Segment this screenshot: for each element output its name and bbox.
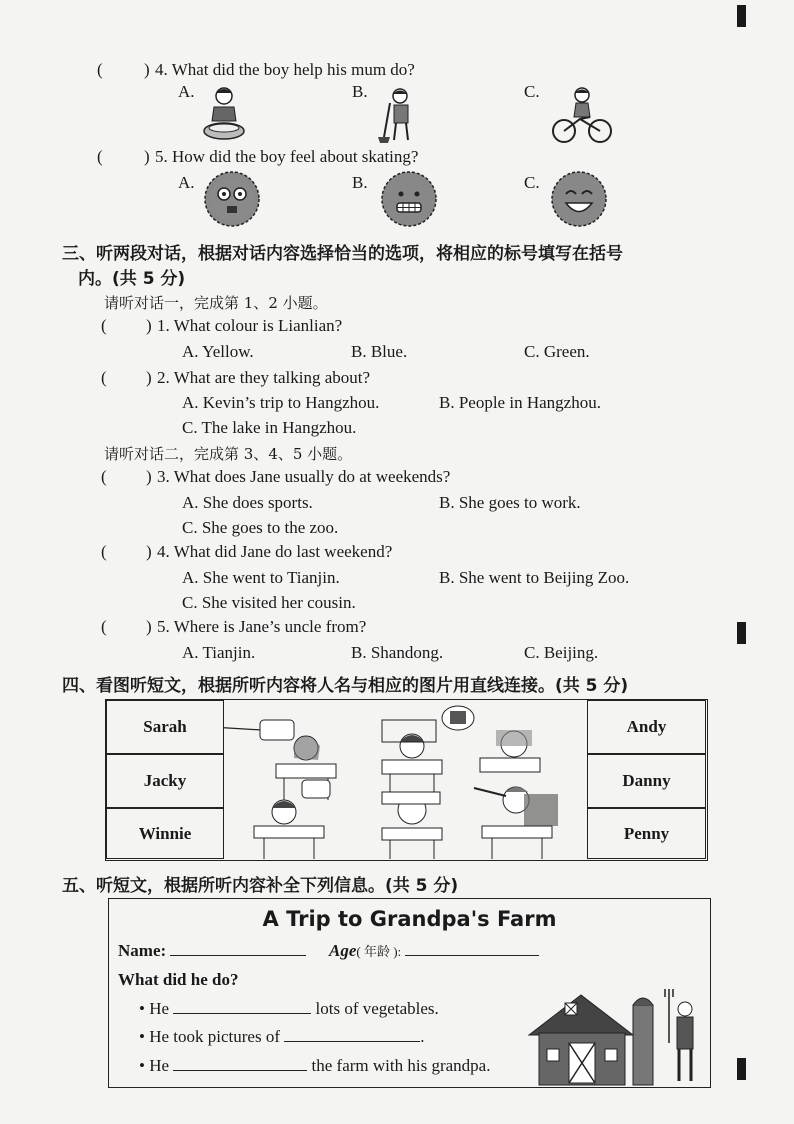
section-4-heading: 四、看图听短文，根据所听内容将人名与相应的图片用直线连接。(共 5 分) [62,676,629,696]
surprised-face-icon [203,170,261,228]
age-field [329,941,539,961]
boy-cycling-icon [550,85,614,145]
what-did-he-do-label: What did he do? [118,970,239,989]
option-b: B. Shandong. [351,643,444,662]
option-a-label: A. [178,82,195,101]
question-4-picture: 4. What did the boy help his mum do? [155,60,415,79]
bullet: • [139,1056,145,1075]
option-a: A. She does sports. [182,493,313,512]
name-cell-winnie [106,808,224,859]
item-text: . [420,1027,425,1046]
answer-bracket-close: ) [146,617,152,636]
item-text: the farm with his grandpa. [311,1056,491,1075]
age-blank[interactable] [405,941,539,956]
option-c: C. She goes to the zoo. [182,518,339,537]
name-label: Danny [622,771,671,790]
option-a-label: A. [178,173,195,192]
name-label: Andy [626,717,667,736]
section-3-heading-cont: 内。(共 5 分) [78,269,186,289]
fill-item-1 [139,999,439,1019]
name-cell-andy [587,700,706,754]
boy-sweeping-icon [378,85,418,145]
name-cell-sarah [106,700,224,754]
bullet: • [139,1027,145,1046]
matching-table [105,699,708,861]
name-cell-jacky [106,754,224,808]
option-c-label: C. [524,173,540,192]
option-c-label: C. [524,82,540,101]
option-c: C. She visited her cousin. [182,593,356,612]
info-card [108,898,711,1088]
name-label: Penny [623,823,670,843]
question-1: 1. What colour is Lianlian? [157,316,343,335]
option-b: B. She goes to work. [439,493,581,512]
answer-bracket-close: ) [144,147,150,166]
name-label: Sarah [143,717,187,736]
option-c: C. Green. [524,342,590,361]
answer-bracket-open: ( [101,542,107,561]
answer-bracket-open: ( [101,368,107,387]
answer-bracket-close: ) [146,467,152,486]
question-4: 4. What did Jane do last weekend? [157,542,393,561]
answer-bracket-open: ( [97,60,103,79]
dialog-2-instruction: 请听对话二，完成第 3、4、5 小题。 [104,445,353,463]
scan-mark-bottom [737,1058,746,1080]
question-5-picture: 5. How did the boy feel about skating? [155,147,419,166]
section-5-heading: 五、听短文，根据所听内容补全下列信息。(共 5 分) [62,876,459,896]
answer-bracket-close: ) [146,316,152,335]
item-text: He took pictures of [149,1027,280,1046]
answer-bracket-close: ) [144,60,150,79]
fill-item-3 [139,1056,490,1076]
option-b: B. People in Hangzhou. [439,393,601,412]
answer-bracket-close: ) [146,368,152,387]
name-label: Name: [118,941,167,960]
option-a: A. Kevin’s trip to Hangzhou. [182,393,380,412]
answer-bracket-open: ( [97,147,103,166]
blank-1[interactable] [173,999,311,1014]
answer-bracket-open: ( [101,316,107,335]
question-3: 3. What does Jane usually do at weekends? [157,467,451,486]
nervous-face-icon [380,170,438,228]
option-a: A. She went to Tianjin. [182,568,340,587]
section-3-heading: 三、听两段对话，根据对话内容选择恰当的选项，将相应的标号填写在括号 [62,244,623,264]
option-a: A. Tianjin. [182,643,256,662]
item-text: lots of vegetables. [315,999,439,1018]
fill-item-2 [139,1027,424,1047]
blank-3[interactable] [173,1056,307,1071]
question-5: 5. Where is Jane’s uncle from? [157,617,367,636]
card-title: A Trip to Grandpa's Farm [262,907,557,931]
option-b-label: B. [352,82,368,101]
age-label: Age [329,941,357,960]
option-b: B. Blue. [351,342,408,361]
option-b-label: B. [352,173,368,192]
question-2: 2. What are they talking about? [157,368,371,387]
option-c: C. The lake in Hangzhou. [182,418,357,437]
item-text: He [149,1056,170,1075]
classroom-students-picture [224,700,587,859]
age-cn-label: ( 年龄 ): [356,944,402,959]
answer-bracket-open: ( [101,467,107,486]
name-cell-penny [587,808,706,859]
name-cell-danny [587,754,706,808]
boy-washing-clothes-icon [200,85,250,145]
scan-mark-top [737,5,746,27]
name-blank[interactable] [170,941,306,956]
answer-bracket-open: ( [101,617,107,636]
scan-mark-middle [737,622,746,644]
farm-barn-picture [521,983,709,1087]
option-a: A. Yellow. [182,342,254,361]
dialog-1-instruction: 请听对话一，完成第 1、2 小题。 [104,294,328,312]
option-c: C. Beijing. [524,643,599,662]
name-label: Winnie [138,823,192,843]
bullet: • [139,999,145,1018]
name-field [118,941,306,961]
blank-2[interactable] [284,1027,420,1042]
option-b: B. She went to Beijing Zoo. [439,568,630,587]
item-text: He [149,999,170,1018]
happy-face-icon [550,170,608,228]
answer-bracket-close: ) [146,542,152,561]
name-label: Jacky [143,771,187,790]
